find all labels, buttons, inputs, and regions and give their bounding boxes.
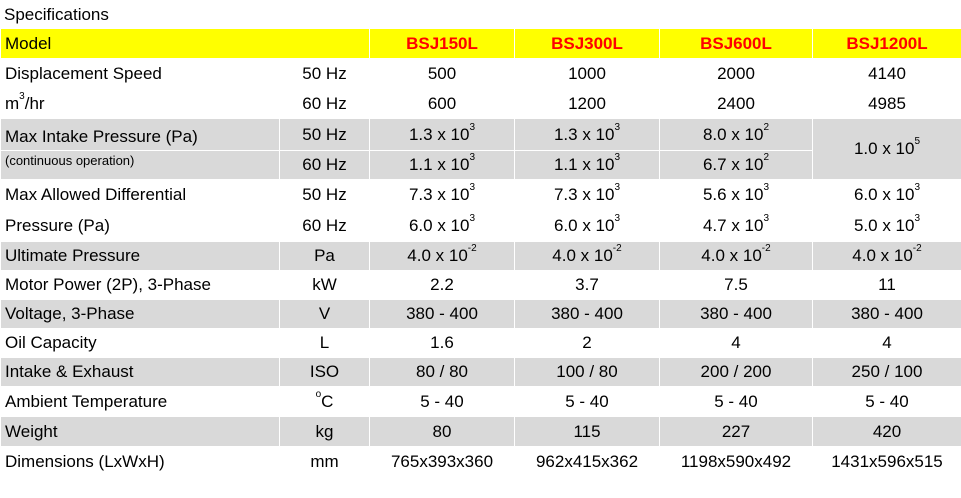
cell-value: 5 - 40 [813,387,961,417]
cell-value: 100 / 80 [515,358,660,387]
row-note: (continuous operation) [1,151,280,180]
cell-value: 7.5 [660,271,813,300]
cell-value: 5.6 x $10^3$ [660,180,813,211]
cell-value: 2400 [660,89,813,119]
unit-label: L [280,329,370,358]
row-label: Oil Capacity [1,329,280,358]
cell-value: 380 - 400 [660,300,813,329]
oil-capacity-row [1,329,961,358]
cell-value: 1000 [515,59,660,89]
row-label: Dimensions (LxWxH) [1,447,280,477]
cell-value: 4.0 x $10^{-2}$ [813,242,961,271]
cell-value: 600 [370,89,515,119]
row-label: Intake & Exhaust [1,358,280,387]
model-name: BSJ300L [515,29,660,59]
row-label: Weight [1,417,280,447]
cell-value: 1.1 x $10^3$ [515,151,660,180]
model-header: Model [1,29,370,59]
unit-label: ISO [280,358,370,387]
frequency-label: 60 Hz [280,151,370,180]
unit-label: kg [280,417,370,447]
unit-label: mm [280,447,370,477]
frequency-label: 60 Hz [280,89,370,119]
cell-value: 4 [660,329,813,358]
cell-value: 1.0 x $10^5$ [813,119,961,180]
cell-value: 4.0 x $10^{-2}$ [370,242,515,271]
cell-value: 380 - 400 [370,300,515,329]
cell-value: 1431x596x515 [813,447,961,477]
cell-value: 1198x590x492 [660,447,813,477]
cell-value: 1.3 x $10^3$ [370,119,515,151]
row-label: Motor Power (2P), 3-Phase [1,271,280,300]
row-label: Ambient Temperature [1,387,280,417]
unit-label: kW [280,271,370,300]
unit-label: Pa [280,242,370,271]
model-name: BSJ600L [660,29,813,59]
unit-label: $^o$C [280,387,370,417]
cell-value: 6.0 x $10^3$ [813,180,961,211]
cell-value: 4.0 x $10^{-2}$ [515,242,660,271]
differential-row-60 [1,211,961,242]
cell-value: 1.3 x $10^3$ [515,119,660,151]
cell-value: 4 [813,329,961,358]
frequency-label: 60 Hz [280,211,370,242]
page-title: Specifications [4,5,109,24]
cell-value: 500 [370,59,515,89]
row-label: Max Allowed Differential [1,180,280,211]
cell-value: 4140 [813,59,961,89]
cell-value: 80 [370,417,515,447]
header-row [1,29,961,59]
cell-value: 250 / 100 [813,358,961,387]
cell-value: 765x393x360 [370,447,515,477]
cell-value: 2000 [660,59,813,89]
cell-value: 6.0 x $10^3$ [515,211,660,242]
cell-value: 5 - 40 [660,387,813,417]
cell-value: 200 / 200 [660,358,813,387]
cell-value: 962x415x362 [515,447,660,477]
cell-value: 6.7 x $10^2$ [660,151,813,180]
cell-value: 5 - 40 [515,387,660,417]
cell-value: 4.7 x $10^3$ [660,211,813,242]
displacement-row-60 [1,89,961,119]
row-label: Displacement Speed [1,59,280,89]
row-label: Pressure (Pa) [1,211,280,242]
cell-value: 115 [515,417,660,447]
cell-value: 420 [813,417,961,447]
displacement-row-50 [1,59,961,89]
unit-label: V [280,300,370,329]
specifications-table [0,28,961,477]
frequency-label: 50 Hz [280,180,370,211]
frequency-label: 50 Hz [280,119,370,151]
dimensions-row [1,447,961,477]
row-label: Ultimate Pressure [1,242,280,271]
cell-value: 2.2 [370,271,515,300]
cell-value: 5 - 40 [370,387,515,417]
cell-value: 380 - 400 [813,300,961,329]
cell-value: 2 [515,329,660,358]
cell-value: 7.3 x $10^3$ [515,180,660,211]
cell-value: 380 - 400 [515,300,660,329]
row-label: Voltage, 3-Phase [1,300,280,329]
ambient-temperature-row [1,387,961,417]
ultimate-pressure-row [1,242,961,271]
cell-value: 227 [660,417,813,447]
cell-value: 1200 [515,89,660,119]
cell-value: 5.0 x $10^3$ [813,211,961,242]
cell-value: 4985 [813,89,961,119]
cell-value: 8.0 x $10^2$ [660,119,813,151]
cell-value: 4.0 x $10^{-2}$ [660,242,813,271]
cell-value: 7.3 x $10^3$ [370,180,515,211]
differential-row-50 [1,180,961,211]
weight-row [1,417,961,447]
row-label: Max Intake Pressure (Pa) [1,119,280,151]
voltage-row [1,300,961,329]
cell-value: 6.0 x $10^3$ [370,211,515,242]
cell-value: 11 [813,271,961,300]
cell-value: 1.6 [370,329,515,358]
intake-exhaust-row [1,358,961,387]
cell-value: 3.7 [515,271,660,300]
intake-row-50 [1,119,961,151]
model-name: BSJ150L [370,29,515,59]
motor-power-row [1,271,961,300]
model-name: BSJ1200L [813,29,961,59]
cell-value: 80 / 80 [370,358,515,387]
row-unit-label: $m^3/hr$ [1,89,280,119]
frequency-label: 50 Hz [280,59,370,89]
cell-value: 1.1 x $10^3$ [370,151,515,180]
